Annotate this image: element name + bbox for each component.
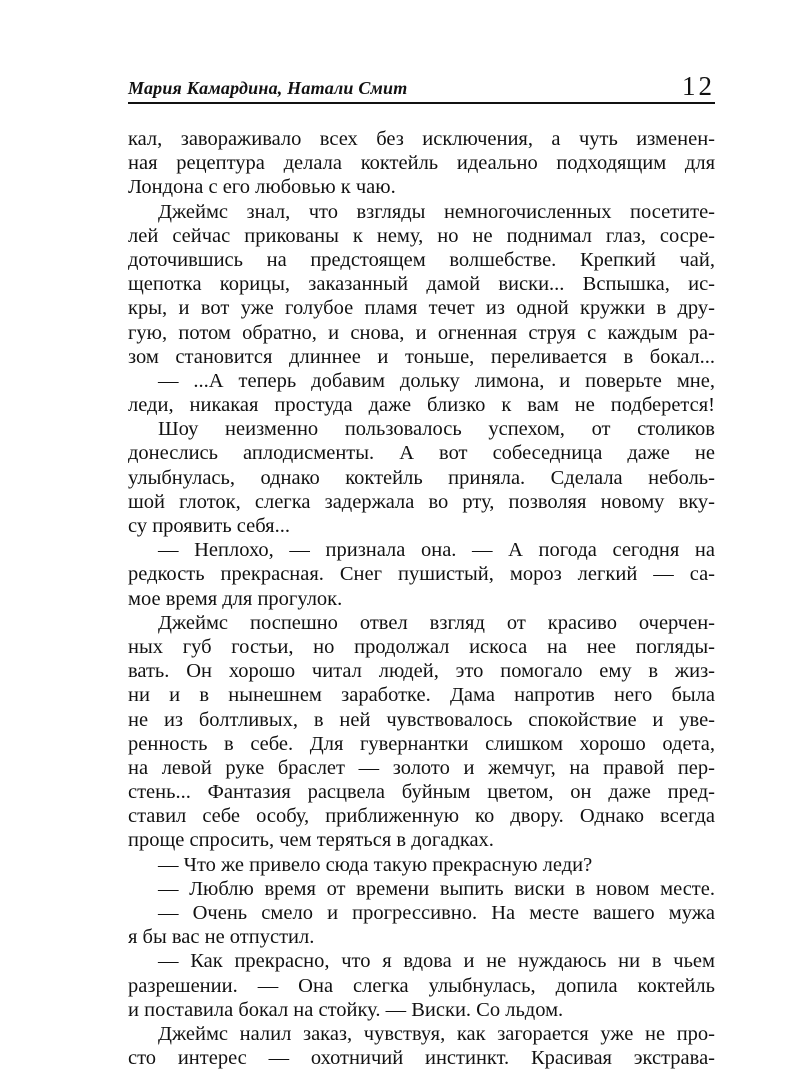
text-line: ных губ гостьи, но продолжал искоса на нее погляды- — [128, 635, 715, 658]
text-line: проще спросить, чем теряться в догадках. — [128, 829, 494, 852]
text-line: шой глоток, слегка задержала во рту, позволяя новому вку- — [128, 490, 715, 513]
text-line: — Неплохо, — признала она. — А погода сегодня на — [158, 539, 715, 562]
text-line: зом становится длиннее и тоньше, переливается в бокал... — [128, 345, 715, 368]
text-line: кры, и вот уже голубое пламя течет из одной кружки в дру- — [128, 297, 715, 320]
text-line: сто интерес — охотничий инстинкт. Красивая экстрава- — [128, 1047, 715, 1070]
text-line: Лондона с его любовью к чаю. — [128, 176, 396, 199]
text-line: — ...А теперь добавим дольку лимона, и поверьте мне, — [158, 369, 715, 392]
text-line: гую, потом обратно, и снова, и огненная струя с каждым ра- — [128, 321, 715, 344]
text-line: мое время для прогулок. — [128, 587, 343, 610]
text-line: не из болтливых, в ней чувствовалось спокойствие и уве- — [128, 708, 715, 731]
text-line: Джеймс поспешно отвел взгляд от красиво очерчен- — [158, 611, 715, 634]
text-line: стень... Фантазия расцвела буйным цветом, он даже пред- — [128, 781, 715, 804]
text-line: я бы вас не отпустил. — [128, 926, 315, 949]
text-line: — Люблю время от времени выпить виски в новом месте. — [158, 877, 715, 900]
text-line: — Очень смело и прогрессивно. На месте вашего мужа — [158, 902, 715, 924]
text-line: ная рецептура делала коктейль идеально подходящим для — [128, 152, 715, 175]
text-line: лей сейчас прикованы к нему, но не поднимал глаз, сосре- — [128, 224, 715, 247]
text-line: су проявить себя... — [128, 515, 290, 537]
text-line: разрешении. — Она слегка улыбнулась, допила коктейль — [128, 974, 715, 997]
text-line: редкость прекрасная. Снег пушистый, мороз легкий — са- — [128, 563, 715, 586]
text-line: — Как прекрасно, что я вдова и не нуждаюсь ни в чьем — [158, 950, 715, 973]
text-line: Джеймс налил заказ, чувствуя, как загорается уже не про- — [158, 1022, 715, 1045]
page-header — [128, 72, 715, 104]
page-number: 12 — [682, 71, 715, 101]
text-line: ни и в нынешнем заработке. Дама напротив него была — [128, 684, 715, 707]
text-line: ставил себе особу, приближенную ко двору. Однако всегда — [128, 805, 715, 828]
text-line: донеслись аплодисменты. А вот собеседница даже не — [128, 442, 715, 465]
running-head: Мария Камардина, Натали Смит — [128, 78, 408, 98]
body-text — [128, 127, 715, 1070]
text-line: вать. Он хорошо читал людей, это помогало ему в жиз- — [128, 660, 715, 683]
text-line: щепотка корицы, заказанный дамой виски... Вспышка, ис- — [128, 273, 715, 296]
text-line: Шоу неизменно пользовалось успехом, от столиков — [158, 418, 715, 441]
text-line: улыбнулась, однако коктейль приняла. Сделала неболь- — [128, 466, 715, 489]
text-line: — Что же привело сюда такую прекрасную леди? — [158, 853, 593, 876]
text-line: ренность в себе. Для гувернантки слишком хорошо одета, — [128, 732, 715, 755]
text-line: и поставила бокал на стойку. — Виски. Со льдом. — [128, 998, 564, 1021]
text-line: на левой руке браслет — золото и жемчуг, на правой пер- — [128, 756, 715, 779]
text-line: кал, завораживало всех без исключения, а чуть изменен- — [128, 128, 715, 150]
text-line: Джеймс знал, что взгляды немногочисленных посетите- — [158, 200, 715, 223]
text-line: доточившись на предстоящем волшебстве. Крепкий чай, — [128, 248, 715, 271]
text-line: леди, никакая простуда даже близко к вам не подберется! — [128, 394, 715, 417]
